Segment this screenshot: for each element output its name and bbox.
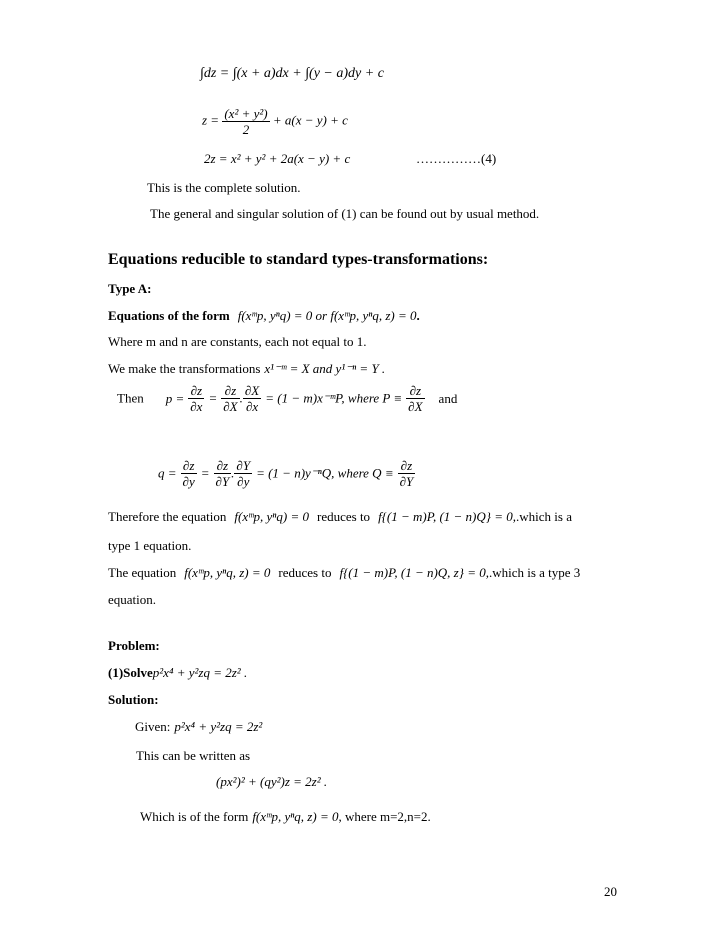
dz-dx-denominator: ∂x xyxy=(190,399,203,414)
equation-word: equation. xyxy=(108,592,157,607)
reduces-to-text-2: reduces to xyxy=(278,565,332,580)
q-dot: . xyxy=(231,465,235,481)
dY-dy-fraction xyxy=(234,458,252,489)
equation-2-tail: .which is a type 3 xyxy=(488,565,581,580)
p-rhs: = (1 − m)x⁻ᵐP, where P ≡ xyxy=(265,390,403,406)
page-number: 20 xyxy=(604,884,617,899)
written-as-math: (px²)² + (qy²)z = 2z² . xyxy=(216,774,328,789)
q-definition-fraction xyxy=(398,458,416,489)
dz-dx-numerator: ∂z xyxy=(188,383,204,399)
the-equation-line xyxy=(108,564,580,582)
dX-dx-denominator: ∂x xyxy=(245,399,259,414)
equation-form-line xyxy=(108,307,420,325)
two-z-equation: 2z = x² + y² + 2a(x − y) + c xyxy=(204,151,351,166)
therefore-line xyxy=(108,508,572,526)
therefore-text: Therefore the equation xyxy=(108,509,227,524)
m-n-constants-text: Where m and n are constants, each not equal to 1. xyxy=(108,334,367,349)
dY-dy-numerator: ∂Y xyxy=(236,458,251,473)
type-1-equation-text: type 1 equation. xyxy=(108,538,192,553)
equation-2-math-2: f{(1 − m)P, (1 − n)Q, z} = 0, xyxy=(339,565,489,580)
z-fraction-denominator: 2 xyxy=(242,122,250,137)
type-a-heading: Type A: xyxy=(108,281,152,296)
dz-dY-numerator: ∂z xyxy=(214,458,232,474)
q-definition-numerator: ∂z xyxy=(398,458,416,474)
z-fraction xyxy=(222,106,269,137)
dz-dX-fraction xyxy=(221,383,239,414)
reduces-to-text: reduces to xyxy=(317,509,371,524)
equation-form-period: . xyxy=(416,308,420,323)
p-dot: . xyxy=(239,390,243,406)
and-label: and xyxy=(438,390,458,406)
integral-equation: ∫dz = ∫(x + a)dx + ∫(y − a)dy + c xyxy=(200,66,384,81)
therefore-math-1: f(xᵐp, yⁿq) = 0 xyxy=(234,509,309,524)
problem-heading: Problem: xyxy=(108,638,160,653)
given-label: Given: xyxy=(135,719,171,734)
written-as-text: This can be written as xyxy=(136,748,251,763)
equation-form-math: f(xᵐp, yⁿq) = 0 or f(xᵐp, yⁿq, z) = 0 xyxy=(237,308,417,323)
therefore-tail: .which is a xyxy=(516,509,572,524)
solution-heading: Solution: xyxy=(108,692,159,707)
dX-dx-fraction xyxy=(243,383,261,414)
dz-dy-numerator: ∂z xyxy=(181,458,197,474)
dz-dX-numerator: ∂z xyxy=(221,383,239,399)
z-rhs: + a(x − y) + c xyxy=(272,112,348,128)
solve-label: (1)Solve xyxy=(108,665,153,680)
dz-dY-denominator: ∂Y xyxy=(215,474,230,489)
which-form-line xyxy=(140,808,431,826)
solve-line xyxy=(108,664,247,682)
q-equals: = xyxy=(200,465,210,481)
z-fraction-numerator: (x² + y²) xyxy=(224,106,268,121)
z-equation xyxy=(202,106,348,137)
p-derivation xyxy=(117,383,457,414)
given-line xyxy=(135,718,262,736)
p-definition-fraction xyxy=(406,383,424,414)
given-math: p²x⁴ + y²zq = 2z² xyxy=(174,719,263,734)
solve-math: p²x⁴ + y²zq = 2z² . xyxy=(152,665,248,680)
equation-form-label: Equations of the form xyxy=(108,308,230,323)
transformation-text: We make the transformations xyxy=(108,361,261,376)
which-form-math: f(xᵐp, yⁿq, z) = 0 xyxy=(252,809,339,824)
dz-dy-fraction xyxy=(181,458,197,489)
q-lhs: q = xyxy=(158,465,177,481)
p-lhs: p = xyxy=(165,390,185,406)
equation-2-math-1: f(xᵐp, yⁿq, z) = 0 xyxy=(184,565,271,580)
p-definition-denominator: ∂X xyxy=(408,399,423,414)
transformation-math: x¹⁻ᵐ = X and y¹⁻ⁿ = Y . xyxy=(264,361,386,376)
q-definition-denominator: ∂Y xyxy=(399,474,414,489)
transformation-line xyxy=(108,360,385,378)
equation-reference: ……………(4) xyxy=(416,151,497,166)
dz-dY-fraction xyxy=(214,458,235,489)
complete-solution-text: This is the complete solution. xyxy=(147,180,301,195)
dz-dy-denominator: ∂y xyxy=(182,474,195,489)
the-equation-text: The equation xyxy=(108,565,177,580)
dX-dx-numerator: ∂X xyxy=(244,383,260,398)
section-heading: Equations reducible to standard types-transformations: xyxy=(108,251,489,268)
z-lhs: z = xyxy=(202,112,220,128)
dz-dX-denominator: ∂X xyxy=(223,399,238,414)
therefore-math-2: f{(1 − m)P, (1 − n)Q} = 0, xyxy=(378,509,516,524)
p-definition-numerator: ∂z xyxy=(406,383,424,399)
p-equals: = xyxy=(208,390,218,406)
q-rhs: = (1 − n)y⁻ⁿQ, where Q ≡ xyxy=(256,465,394,481)
dz-dx-fraction xyxy=(188,383,204,414)
where-m-n-text: , where m=2,n=2. xyxy=(338,809,431,824)
dY-dy-denominator: ∂y xyxy=(237,474,250,489)
general-solution-text: The general and singular solution of (1) can be found out by usual method. xyxy=(150,206,540,221)
q-derivation xyxy=(158,458,415,489)
which-form-text: Which is of the form xyxy=(140,809,249,824)
then-label: Then xyxy=(117,390,144,406)
